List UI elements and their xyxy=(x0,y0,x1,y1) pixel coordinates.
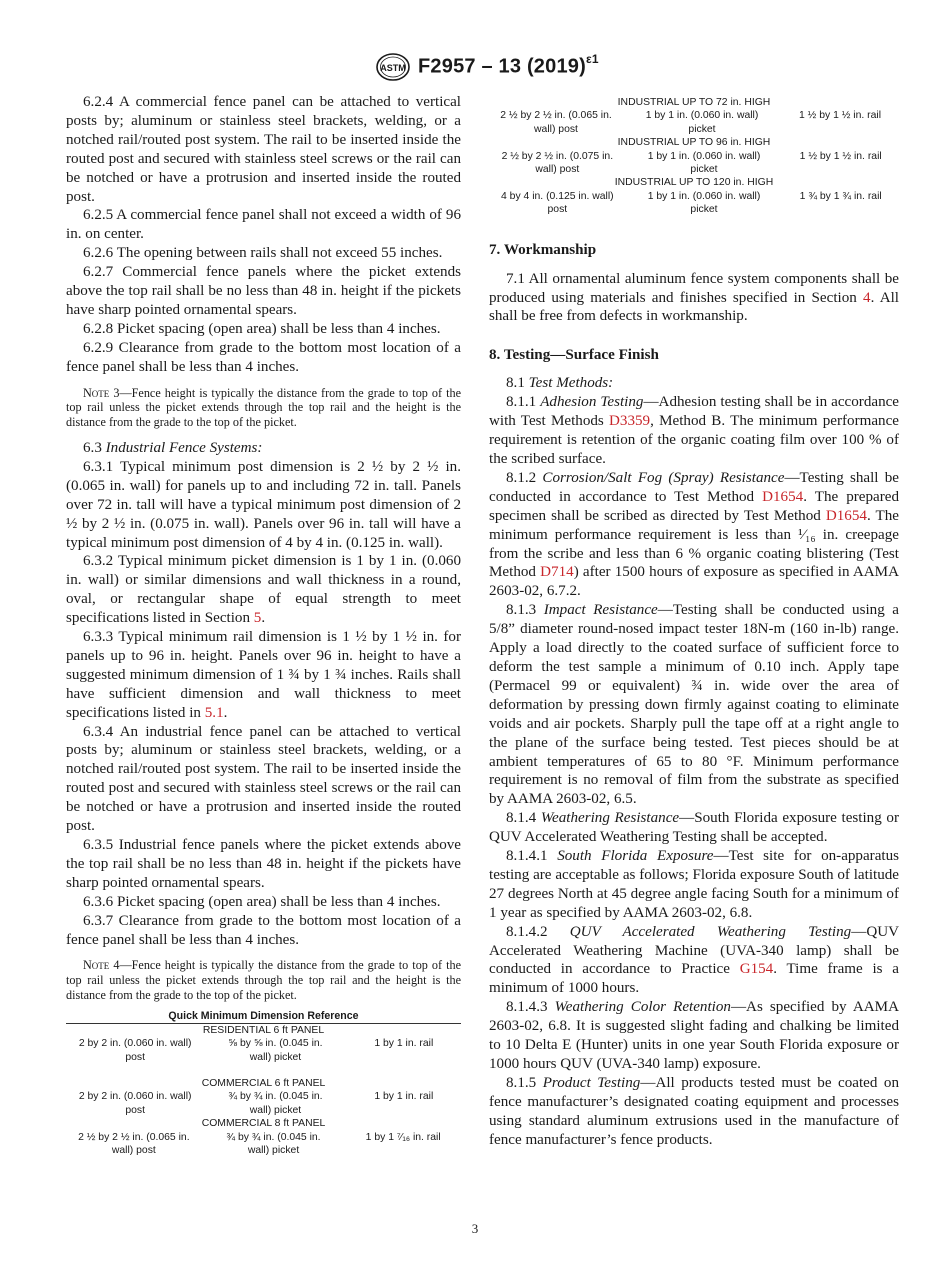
para-6-3-1: 6.3.1 Typical minimum post dimension is 2 ½ by 2 ½ in. (0.065 in. wall) for panels up to and including 72 in. tall. Panels over 72 in. tall will have a typical minimum post dimension of 2 ½ by 2 ½ in. (0.075 in. wall). Panels over 96 in. tall will have a typical minimum post dimension of 4 by 4 in. (0.125 in. wall). xyxy=(66,458,461,551)
section-8-title: 8. Testing—Surface Finish xyxy=(489,347,659,364)
table-band: INDUSTRIAL UP TO 72 in. HIGH xyxy=(617,97,771,108)
picket-cell: 1 by 1 in. (0.060 in. wall) picket xyxy=(647,150,761,176)
para-8-1-3 xyxy=(489,601,899,809)
para-6-3-6: 6.3.6 Picket spacing (open area) shall be less than 4 inches. xyxy=(83,893,441,910)
left-column xyxy=(66,93,461,1158)
para-6-3-num: 6.3 xyxy=(83,439,106,456)
para-8-1-title: Test Methods: xyxy=(528,375,614,392)
post-cell: 2 by 2 in. (0.060 in. wall) post xyxy=(78,1038,192,1063)
note-4-text: —Fence height is typically the distance from the grade to top of the top rail unless the picket extends through the top rail and the height is the distance from the grade to the top of the picket. xyxy=(66,958,461,1003)
table-row xyxy=(66,1037,461,1064)
picket-cell: ¾ by ¾ in. (0.045 in. wall) picket xyxy=(226,1131,321,1157)
para-6-3-2 xyxy=(66,552,461,628)
para-8-1-1-text: —Adhesion testing shall be in accordance with Test Methods xyxy=(489,394,900,430)
para-8-1-5-text: —All products tested must be coated on fence manufacturer’s designated coating equipment and processes using standard aluminum extrusions used in the manufacture of fence manufacturer’s fence products. xyxy=(489,1074,900,1148)
para-6-3 xyxy=(66,439,461,458)
table-row xyxy=(66,1131,461,1158)
picket-cell: ⅝ by ⅝ in. (0.045 in. wall) picket xyxy=(228,1038,323,1063)
para-8-1 xyxy=(489,374,899,393)
para-6-2-8: 6.2.8 Picket spacing (open area) shall be less than 4 inches. xyxy=(83,320,441,337)
logo-text: ASTM xyxy=(380,63,406,73)
page-number: 3 xyxy=(471,1221,479,1236)
para-8-1-3-title: Impact Resistance xyxy=(543,602,658,619)
para-6-3-4: 6.3.4 An industrial fence panel can be attached to vertical posts by; aluminum or stainless steel brackets, welding, or a notched rail/routed post system. The rail to be inserted inside the routed post and secured with stainless steel screws or the rail can be notched or have a protrusion and inserted inside the routed post. xyxy=(66,723,461,835)
para-8-1-2-num: 8.1.2 xyxy=(506,469,543,486)
dimension-table-continued xyxy=(489,96,899,217)
para-6-2-4: 6.2.4 A commercial fence panel can be attached to vertical posts by; aluminum or stainless steel brackets, welding, or a notched rail/routed post system. The rail to be inserted inside the routed post and secured with stainless steel screws or the rail can be notched or have a protrusion and inserted inside the routed post. xyxy=(66,94,461,205)
post-cell: 2 by 2 in. (0.060 in. wall) post xyxy=(78,1091,192,1116)
para-8-1-3-num: 8.1.3 xyxy=(506,602,544,619)
para-7-1 xyxy=(489,270,899,327)
post-cell: 4 by 4 in. (0.125 in. wall) post xyxy=(501,190,614,216)
para-8-1-5-title: Product Testing xyxy=(542,1074,641,1091)
para-8-1-2-text-c: . The minimum performance requirement is less than ¹⁄₁₆ in. creepage from the scribe and less than 6 % organic coating blistering (Test Method xyxy=(489,507,899,581)
para-6-2-5: 6.2.5 A commercial fence panel shall not exceed a width of 96 in. on center. xyxy=(66,207,461,243)
page-header xyxy=(0,50,950,86)
rail-cell: 1 by 1 ⁷⁄₁₆ in. rail xyxy=(365,1131,441,1143)
section-5-1-link[interactable]: 5.1 xyxy=(204,704,224,721)
para-8-1-1 xyxy=(489,393,899,469)
table-band: RESIDENTIAL 6 ft PANEL xyxy=(202,1024,325,1036)
post-cell: 2 ½ by 2 ½ in. (0.075 in. wall) post xyxy=(501,150,614,176)
para-8-1-4-2-end: . Time frame is a minimum of 1000 hours. xyxy=(489,961,899,997)
para-8-1-4-3-title: Weathering Color Retention xyxy=(554,999,731,1016)
para-8-1-4-1 xyxy=(489,847,899,923)
post-cell: 2 ½ by 2 ½ in. (0.065 in. wall) post xyxy=(78,1131,190,1157)
doc-id-text: F2957 – 13 (2019) xyxy=(418,55,586,78)
para-6-3-5: 6.3.5 Industrial fence panels where the picket extends above the top rail shall be no less than 48 in. height if the pickets have sharp pointed ornamental spears. xyxy=(66,837,461,891)
post-cell: 2 ½ by 2 ½ in. (0.065 in. wall) post xyxy=(500,110,612,135)
para-8-1-4-2 xyxy=(489,923,899,999)
para-8-1-2-title: Corrosion/Salt Fog (Spray) Resistance xyxy=(542,469,785,486)
para-8-1-4-3 xyxy=(489,998,899,1074)
table-row xyxy=(489,109,899,136)
para-8-1-4-num: 8.1.4 xyxy=(506,810,541,827)
g154-link[interactable]: G154 xyxy=(739,961,774,978)
para-6-3-title: Industrial Fence Systems: xyxy=(105,439,263,456)
section-7-title: 7. Workmanship xyxy=(489,241,597,258)
para-8-1-4-2-text: —QUV Accelerated Weathering Machine (UVA-340 lamp) shall be conducted in accordance to Practice xyxy=(489,923,900,978)
para-8-1-4-1-text: —Test site for on-apparatus testing are acceptable as follows; Florida exposure South of latitude 27 degrees North at 45 degree angle facing South for a minimum of 1 year as specified by AAMA 2603-02, 6.8. xyxy=(489,848,900,921)
table-row xyxy=(489,150,899,177)
astm-logo-icon xyxy=(375,52,411,82)
note-3 xyxy=(66,386,461,430)
para-6-3-3 xyxy=(66,628,461,723)
table-title: Quick Minimum Dimension Reference xyxy=(66,1009,461,1024)
document-designation xyxy=(418,54,599,79)
table-row xyxy=(489,190,899,217)
para-8-1-4-1-title: South Florida Exposure xyxy=(557,848,714,865)
para-8-1-4-text: —South Florida exposure testing or QUV Accelerated Weathering Testing shall be accepted. xyxy=(489,810,899,846)
picket-cell: 1 by 1 in. (0.060 in. wall) picket xyxy=(647,190,761,216)
section-5-link[interactable]: 5 xyxy=(253,610,262,627)
note-3-text: —Fence height is typically the distance from the grade to top of the top rail unless the picket extends through the top rail and the height is the distance from the grade to the top of the picket. xyxy=(66,385,461,430)
para-8-1-5 xyxy=(489,1074,899,1150)
rail-cell: 1 ½ by 1 ½ in. rail xyxy=(798,110,881,122)
para-8-1-4-1-num: 8.1.4.1 xyxy=(506,848,558,865)
para-8-1-4-2-title: QUV Accelerated Weathering Testing xyxy=(569,923,852,940)
para-6-3-7: 6.3.7 Clearance from grade to the bottom most location of a fence panel shall be less than 4 inches. xyxy=(66,912,461,948)
table-band: COMMERCIAL 8 ft PANEL xyxy=(201,1118,326,1130)
table-band: INDUSTRIAL UP TO 96 in. HIGH xyxy=(617,137,771,149)
para-8-1-4 xyxy=(489,809,899,847)
dimension-table xyxy=(66,1009,461,1158)
section-4-link[interactable]: 4 xyxy=(863,289,871,306)
para-8-1-2-text-d: ) after 1500 hours of exposure as specified in AAMA 2603-02, 6.7.2. xyxy=(489,564,899,600)
para-6-3-2-text: 6.3.2 Typical minimum picket dimension is 1 by 1 in. (0.060 in. wall) or similar dimensions and wall thickness in a round, oval, or rectangular shape of equal strength to meet specifications listed in Section xyxy=(66,553,461,627)
d3359-link[interactable]: D3359 xyxy=(609,413,651,430)
doc-id-superscript: ε1 xyxy=(585,52,599,66)
para-6-2-6: 6.2.6 The opening between rails shall not exceed 55 inches. xyxy=(83,245,443,262)
para-6-2-7: 6.2.7 Commercial fence panels where the picket extends above the top rail shall be no less than 48 in. height if the pickets have sharp pointed ornamental spears. xyxy=(66,264,461,318)
para-6-3-3-end: . xyxy=(223,704,228,721)
para-6-2-9: 6.2.9 Clearance from grade to the bottom most location of a fence panel shall be less than 4 inches. xyxy=(66,339,461,375)
para-8-1-4-title: Weathering Resistance xyxy=(540,810,680,827)
rail-cell: 1 ¾ by 1 ¾ in. rail xyxy=(799,190,882,202)
rail-cell: 1 by 1 in. rail xyxy=(374,1091,434,1103)
para-8-1-3-text: —Testing shall be conducted using a 5/8” diameter round-nosed impact tester 18N-m (160 in-lb) range. Apply a load directly to the coated surface of sufficient force to deform the test sample a minimum of 0.10 inch. Apply tape (Permacel 99 or equivalent) ¾ in. wide over the area of deformation by pressing down firmly against coating to eliminate voids and air pockets. Sharply pull the tape off at a right angle to the plane of the surface being tested. Test pieces should be at ambient temperatures of 65 to 80 °F. Minimum performance requirement is no removal of film from the substrate as specified by AAMA 2603-02, 6.5. xyxy=(489,602,900,808)
d1654-link[interactable]: D1654 xyxy=(762,488,804,505)
table-row xyxy=(66,1090,461,1117)
note-3-label: Note 3 xyxy=(83,385,120,400)
para-8-1-5-num: 8.1.5 xyxy=(506,1074,543,1091)
d1654-link-2[interactable]: D1654 xyxy=(825,507,867,524)
para-8-1-4-3-text: —As specified by AAMA 2603-02, 6.8. It is suggested slight fading and chalking be limited to 10 Delta E (Hunter) units in one year South Florida exposure or 1000 hours QUV (UVA-340 lamp) exposure. xyxy=(489,999,900,1072)
para-8-1-1-num: 8.1.1 xyxy=(506,394,541,411)
right-column xyxy=(489,93,899,1150)
para-8-1-2-text-b: . The prepared specimen shall be scribed as directed by Test Method xyxy=(489,488,900,524)
note-4-label: Note 4 xyxy=(83,958,120,973)
para-8-1-1-title: Adhesion Testing xyxy=(540,394,644,411)
para-6-3-3-text: 6.3.3 Typical minimum rail dimension is 1 ½ by 1 ½ in. for panels up to 96 in. height. Panels over 96 in. height to have a suggested minimum dimension of 1 ¾ by 1 ¾ inches. Rails shall have sufficient dimension and wall thickness to meet specifications listed in xyxy=(66,629,461,721)
table-band: INDUSTRIAL UP TO 120 in. HIGH xyxy=(614,177,774,189)
rail-cell: 1 by 1 in. rail xyxy=(374,1038,434,1050)
para-8-1-4-3-num: 8.1.4.3 xyxy=(506,999,555,1016)
para-8-1-1-end: , Method B. The minimum performance requirement is retention of the organic coating film over 100 % of the scribed surface. xyxy=(489,413,899,467)
para-8-1-2 xyxy=(489,469,899,601)
note-4 xyxy=(66,958,461,1002)
table-band: COMMERCIAL 6 ft PANEL xyxy=(201,1078,326,1090)
para-8-1-num: 8.1 xyxy=(506,375,529,392)
para-8-1-4-2-num: 8.1.4.2 xyxy=(506,923,570,940)
para-8-1-2-text-a: —Testing shall be conducted in accordance to Test Method xyxy=(489,469,899,505)
para-7-1-text: 7.1 All ornamental aluminum fence system components shall be produced using materials and finishes specified in Section xyxy=(489,270,899,306)
rail-cell: 1 ½ by 1 ½ in. rail xyxy=(799,150,882,162)
para-7-1-end: . All shall be free from defects in workmanship. xyxy=(489,289,899,325)
para-6-3-2-end: . xyxy=(261,610,266,627)
d714-link[interactable]: D714 xyxy=(540,564,574,581)
picket-cell: 1 by 1 in. (0.060 in. wall) picket xyxy=(645,110,759,135)
picket-cell: ¾ by ¾ in. (0.045 in. wall) picket xyxy=(228,1091,323,1116)
